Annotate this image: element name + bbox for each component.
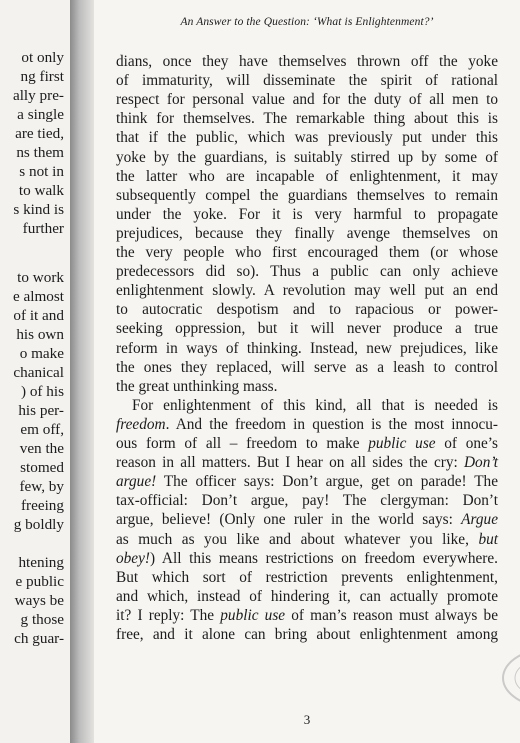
body-text-line: prejudices, because they finally avenge themselves on xyxy=(116,224,498,242)
body-text-line: yoke by the guardians, is suitably stirred up by some of xyxy=(116,148,498,166)
left-page-line: ch guar- xyxy=(14,630,64,647)
body-text-line: that if the public, which was previously put under this xyxy=(116,129,498,147)
body-text-line: reform in ways of thinking. Instead, new prejudices, like xyxy=(116,339,498,357)
body-text-line: and which, instead of hindering it, can actually promote xyxy=(116,587,498,605)
body-text-line: the ones they replaced, will serve as a leash to control xyxy=(116,358,498,376)
left-page-line: of it and xyxy=(13,307,64,324)
body-text-line: ous form of all – freedom to make public use of one’s xyxy=(116,435,498,452)
left-page-line: ven the xyxy=(19,440,64,457)
body-text-line: tax-official: Don’t argue, pay! The clergyman: Don’t xyxy=(116,492,498,510)
body-text-line: argue! The officer says: Don’t argue, get on parade! The xyxy=(116,473,498,491)
body-text-line: think for themselves. The remarkable thing about this is xyxy=(116,110,498,128)
body-text-line: For enlightenment of this kind, all that is needed is xyxy=(132,396,498,414)
right-page xyxy=(94,0,520,743)
body-text-line: subsequently compel the guardians themselves to remain xyxy=(116,186,498,204)
left-page-line: o make xyxy=(19,345,64,362)
body-text-line: the latter who are incapable of enlightenment, it may xyxy=(116,167,498,185)
body-text-line: argue, believe! (Only one ruler in the world says: Argue xyxy=(116,511,498,529)
left-page-line: s not in xyxy=(19,163,64,180)
left-page xyxy=(0,0,70,743)
left-page-line: s kind is xyxy=(13,201,64,218)
left-page-line: ot only xyxy=(21,49,64,66)
left-page-line: em off, xyxy=(20,421,64,438)
body-text-line: obey!) All this means restrictions on freedom everywhere. xyxy=(116,549,498,567)
left-page-line: g boldly xyxy=(13,516,64,533)
left-page-line: chanical xyxy=(13,364,64,381)
body-text-line: free, and it alone can bring about enlightenment among xyxy=(116,626,498,643)
body-text-line: reason in all matters. But I hear on all sides the cry: Don’t xyxy=(116,454,498,472)
book-gutter xyxy=(70,0,94,743)
body-text-line: to autocratic despotism and to rapacious or power- xyxy=(116,301,498,319)
publisher-stamp-icon xyxy=(498,642,520,714)
left-page-line: a single xyxy=(17,106,64,123)
left-page-line: further xyxy=(22,220,64,237)
left-page-line: htening xyxy=(18,554,64,571)
body-text-line: of immaturity, will disseminate the spirit of rational xyxy=(116,72,498,90)
left-page-line: ng first xyxy=(20,68,64,85)
left-page-line: e almost xyxy=(12,288,64,305)
left-page-line: e public xyxy=(15,573,64,590)
body-text-line: seeking oppression, but it will never produce a true xyxy=(116,320,498,338)
running-head: An Answer to the Question: ‘What is Enlightenment?’ xyxy=(180,16,434,28)
body-text-line: it? I reply: The public use of man’s reason must always be xyxy=(116,606,498,624)
left-page-line: his per- xyxy=(18,402,64,419)
body-text-line: respect for personal value and for the duty of all men to xyxy=(116,91,498,109)
page-number: 3 xyxy=(303,712,311,727)
body-text-line: under the yoke. For it is very harmful to propagate xyxy=(116,205,498,223)
left-page-line: ally pre- xyxy=(12,87,64,104)
body-text-line: predecessors did so). Thus a public can only achieve xyxy=(116,263,498,281)
body-text-line: the great unthinking mass. xyxy=(116,377,278,395)
body-text-line: freedom. And the freedom in question is the most innocu- xyxy=(116,415,498,433)
body-text-line: dians, once they have themselves thrown off the yoke xyxy=(116,53,498,70)
left-page-line: ways be xyxy=(14,592,64,609)
left-page-line: are tied, xyxy=(15,125,64,142)
left-page-line: g those xyxy=(20,611,64,628)
left-page-line: to work xyxy=(17,269,64,286)
body-text-line: the very people who first encouraged them (or whose xyxy=(116,244,498,261)
left-page-line: freeing xyxy=(20,497,64,514)
left-page-line: to walk xyxy=(18,182,64,199)
left-page-line: stomed xyxy=(20,459,64,476)
body-text-line: as much as you like and about whatever you like, but xyxy=(116,530,498,548)
body-text-line: enlightenment slowly. A revolution may well put an end xyxy=(116,282,498,300)
left-page-line: ) of his xyxy=(20,383,64,400)
left-page-line: ns them xyxy=(16,144,64,161)
left-page-line: few, by xyxy=(19,478,64,495)
body-text-line: But which sort of restriction prevents enlightenment, xyxy=(116,568,498,586)
left-page-line: his own xyxy=(16,326,64,343)
